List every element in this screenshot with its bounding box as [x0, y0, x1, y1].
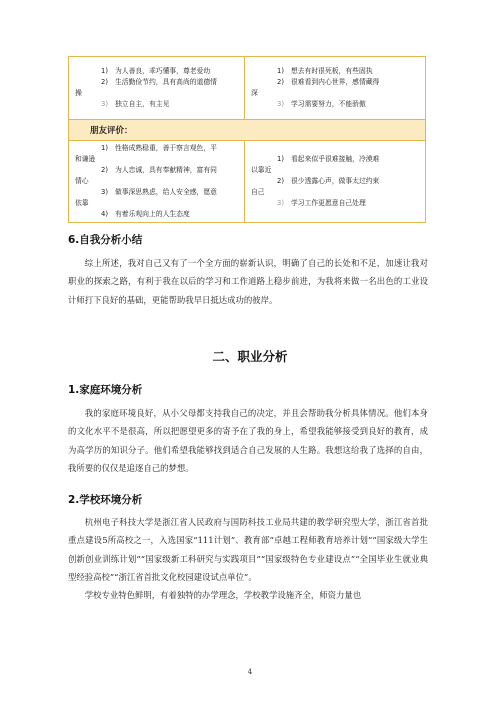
list-item: 1) 想去有时很死板，有些固执 [277, 67, 373, 75]
list-item-continuation: 操 [75, 89, 82, 97]
list-item: 2) 很少透露心声，做事太过约束 [277, 177, 380, 185]
list-item: 2) 很难看到内心世界，感情藏得 [277, 78, 380, 86]
friend-evaluation-header-row [69, 120, 426, 141]
list-item: 1) 为人善良，乖巧懂事，尊老爱幼 [101, 67, 211, 75]
strengths-list [69, 64, 244, 112]
friend-weaknesses-list [245, 152, 425, 211]
paragraph: 学校专业特色鲜明，有着独特的办学理念，学校教学设施齐全，师资力量也 [84, 590, 362, 601]
list-item-continuation: 依靠 [75, 199, 89, 207]
list-item-continuation: 和谦逊 [75, 155, 96, 163]
paragraph: 我的家庭环境良好，从小父母都支持我自己的决定，并且会帮助我分析具体情况。他们本身的文化水平不是很高，所以把愿望更多的寄予在了我的身上，希望我能够接受到良好的教育，成为高学历的知识分子。他们希望我能够找到适合自己发展的人生路。我想这给我了选择的自由，我所要的仅仅是追逐自己的梦想。 [68, 408, 428, 473]
friend-weaknesses-cell [245, 141, 426, 223]
weaknesses-list [245, 64, 425, 112]
page-number: 4 [247, 668, 253, 676]
list-item: 3) 学习需要努力，不能骄傲 [277, 100, 366, 108]
list-item-continuation: 自己 [251, 188, 265, 196]
friend-strengths-cell [69, 141, 245, 223]
weaknesses-cell [245, 57, 426, 120]
chapter-heading: 二、职业分析 [212, 349, 288, 364]
paragraph: 杭州电子科技大学是浙江省人民政府与国防科技工业局共建的教学研究型大学，浙江省首批重点建设5所高校之一，入选国家“111计划”、教育部“卓越工程师教育培养计划”“国家级大学生创新创业训练计划”“国家级新工科研究与实践项目”“国家级特色专业建设点”“全国毕业生就业典型经验高校”“浙江省首批文化校园建设试点单位”。 [68, 517, 428, 582]
list-item: 3) 做事深思熟虑，给人安全感，愿意 [101, 188, 217, 196]
evaluation-table [68, 56, 426, 223]
friend-evaluation-header: 朋友评价： [69, 120, 426, 141]
list-item: 2) 为人忠诚，具有奉献精神，富有同 [101, 166, 217, 174]
friend-evaluation-row [69, 141, 426, 223]
list-item-continuation: 情心 [75, 177, 89, 185]
section-heading: 6.自我分析小结 [68, 234, 143, 246]
list-item: 3) 独立自主，有主见 [101, 100, 170, 108]
section-body [68, 404, 428, 477]
list-item: 1) 性格成熟稳重，善于察言观色，平 [101, 144, 217, 152]
section-body [68, 513, 428, 604]
friend-strengths-list [69, 141, 244, 222]
section-body [68, 254, 428, 309]
list-item-continuation: 深 [251, 89, 258, 97]
section-heading: 2.学校环境分析 [68, 494, 143, 506]
section-heading: 1.家庭环境分析 [68, 384, 143, 396]
list-item: 4) 有着乐观向上的人生态度 [101, 210, 190, 218]
paragraph: 综上所述，我对自己又有了一个全方面的崭新认识，明确了自己的长处和不足，加速让我对职业的探索之路，有利于我在以后的学习和工作道路上稳步前进，为我将来做一名出色的工业设计师打下良好的基础，更能帮助我早日抵达成功的彼岸。 [68, 258, 428, 305]
list-item: 2) 生活勤俭节约，具有高尚的道德情 [101, 78, 217, 86]
list-item: 1) 看起来似乎很难接触，冷漠难 [277, 155, 380, 163]
self-evaluation-row [69, 57, 426, 120]
strengths-cell [69, 57, 245, 120]
list-item: 3) 学习工作更愿意自己处理 [277, 199, 366, 207]
list-item-continuation: 以靠近 [251, 166, 272, 174]
